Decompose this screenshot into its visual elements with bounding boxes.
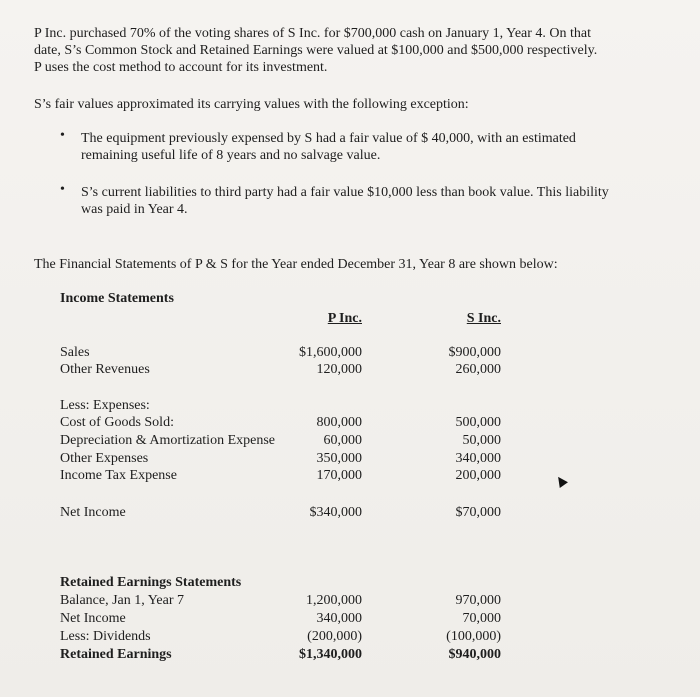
fs-intro: The Financial Statements of P & S for the Year ended December 31, Year 8 are shown below: [34, 257, 558, 272]
row-label: Balance, Jan 1, Year 7 [60, 593, 185, 608]
value-s: $70,000 [455, 505, 501, 520]
value-s: 970,000 [455, 593, 501, 608]
row-label: Sales [60, 345, 90, 360]
value-p: 350,000 [316, 451, 362, 466]
row-label: Other Revenues [60, 362, 150, 377]
row-label: Retained Earnings [60, 647, 172, 662]
value-s: 70,000 [462, 611, 501, 626]
value-p: 1,200,000 [306, 593, 362, 608]
value-p: $1,600,000 [299, 345, 362, 360]
col-header-s: S Inc. [466, 311, 501, 326]
bullet-icon: • [60, 128, 65, 143]
value-p: 120,000 [316, 362, 362, 377]
row-label: Income Tax Expense [60, 468, 177, 483]
intro-line-1: P Inc. purchased 70% of the voting shares of S Inc. for $700,000 cash on January 1, Year 4. On that [34, 26, 592, 41]
mouse-cursor-icon [554, 474, 568, 488]
value-p: $1,340,000 [299, 647, 362, 662]
row-label: Depreciation & Amortization Expense [60, 433, 275, 448]
value-s: 500,000 [455, 415, 501, 430]
bullet-icon: • [60, 182, 65, 197]
income-statement-title: Income Statements [60, 291, 174, 306]
intro-line-2: date, S’s Common Stock and Retained Earnings were valued at $100,000 and $500,000 respectively. [34, 43, 598, 58]
bullet-2-line-1: S’s current liabilities to third party had a fair value $10,000 less than book value. This liability [81, 185, 609, 200]
row-label: Net Income [60, 611, 126, 626]
col-header-p: P Inc. [327, 311, 362, 326]
less-expenses-label: Less: Expenses: [60, 398, 150, 413]
value-s: 340,000 [455, 451, 501, 466]
value-p: 340,000 [316, 611, 362, 626]
bullet-1-line-1: The equipment previously expensed by S had a fair value of $ 40,000, with an estimated [81, 131, 576, 146]
value-p: 60,000 [323, 433, 362, 448]
fair-value-heading: S’s fair values approximated its carrying values with the following exception: [34, 97, 469, 112]
value-p: $340,000 [309, 505, 362, 520]
retained-earnings-title: Retained Earnings Statements [60, 575, 242, 590]
value-p: (200,000) [307, 629, 362, 644]
intro-line-3: P uses the cost method to account for its investment. [34, 60, 328, 75]
value-s: 260,000 [455, 362, 501, 377]
row-label: Other Expenses [60, 451, 149, 466]
value-s: 50,000 [462, 433, 501, 448]
value-s: $900,000 [448, 345, 501, 360]
row-label: Net Income [60, 505, 126, 520]
value-s: $940,000 [448, 647, 501, 662]
bullet-2-line-2: was paid in Year 4. [81, 202, 188, 217]
row-label: Less: Dividends [60, 629, 151, 644]
row-label: Cost of Goods Sold: [60, 415, 174, 430]
value-s: (100,000) [446, 629, 501, 644]
value-p: 800,000 [316, 415, 362, 430]
value-s: 200,000 [455, 468, 501, 483]
bullet-1-line-2: remaining useful life of 8 years and no salvage value. [81, 148, 381, 163]
value-p: 170,000 [316, 468, 362, 483]
